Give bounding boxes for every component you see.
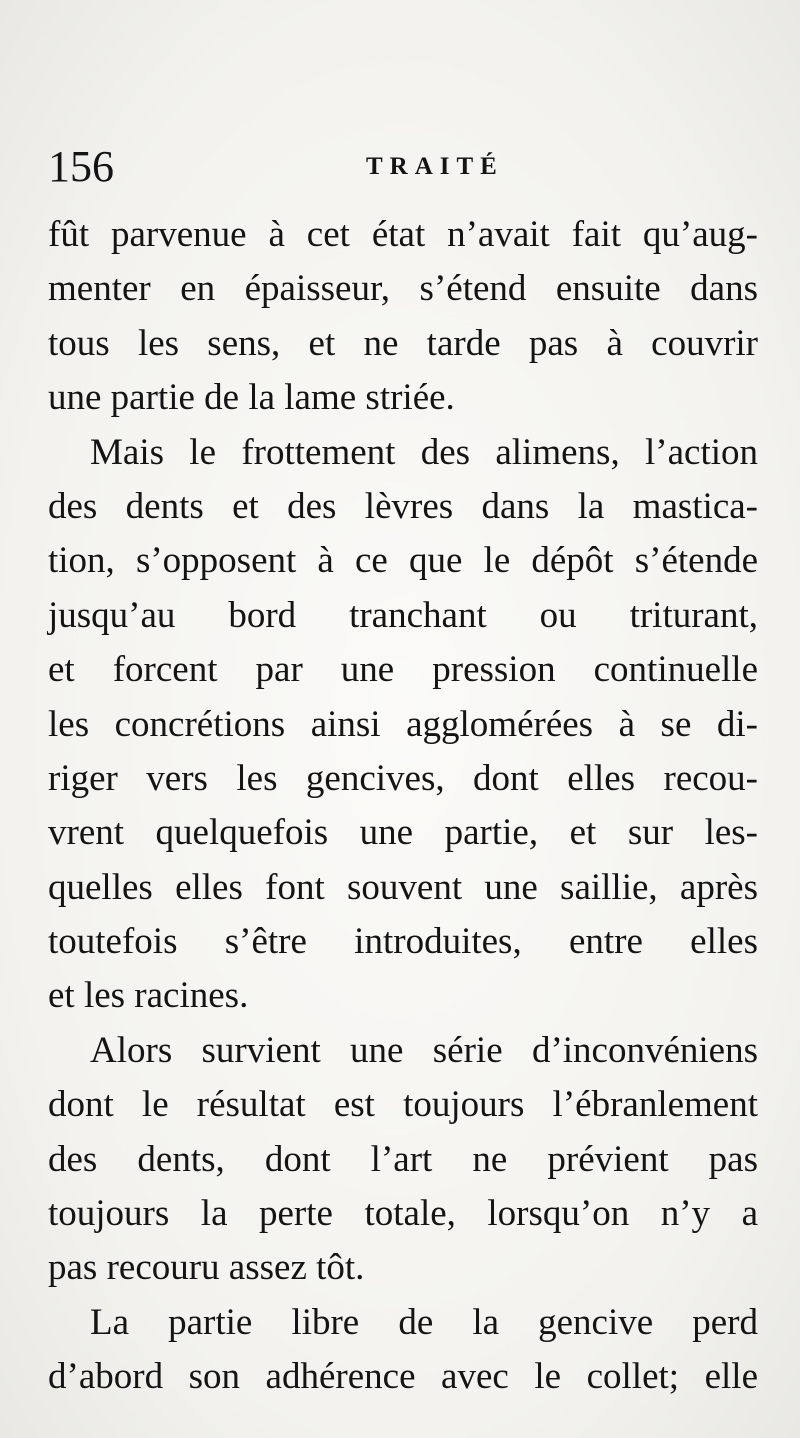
text-line: les concrétions ainsi agglomérées à se di- (48, 703, 758, 745)
text-line: dont le résultat est toujours l’ébranlement (48, 1084, 758, 1126)
text-line: jusqu’au bord tranchant ou triturant, (48, 594, 758, 636)
text-line: tous les sens, et ne tarde pas à couvrir (48, 322, 758, 364)
text-line: quelles elles font souvent une saillie, après (48, 866, 758, 908)
text-line: riger vers les gencives, dont elles recou- (48, 757, 758, 799)
text-line: vrent quelquefois une partie, et sur les- (48, 812, 758, 854)
page-number: 156 (48, 142, 114, 191)
text-line: menter en épaisseur, s’étend ensuite dans (48, 268, 758, 310)
text-line: et les racines. (48, 975, 249, 1017)
text-line: toutefois s’être introduites, entre elles (48, 921, 758, 963)
text-line: Mais le frottement des alimens, l’action (90, 431, 758, 473)
text-line: et forcent par une pression continuelle (48, 649, 758, 691)
text-line: toujours la perte totale, lorsqu’on n’y a (48, 1193, 758, 1235)
body-text (48, 208, 758, 1405)
text-line: une partie de la lame striée. (48, 377, 455, 419)
text-line: des dents et des lèvres dans la mastica- (48, 485, 758, 527)
text-line: La partie libre de la gencive perd (90, 1301, 758, 1343)
text-line: Alors survient une série d’inconvéniens (90, 1029, 758, 1071)
text-line: tion, s’opposent à ce que le dépôt s’étende (48, 540, 758, 582)
text-line: pas recouru assez tôt. (48, 1247, 365, 1289)
text-line: des dents, dont l’art ne prévient pas (48, 1138, 758, 1180)
running-title: TRAITÉ (366, 153, 504, 180)
text-line: d’abord son adhérence avec le collet; elle (48, 1356, 758, 1398)
running-head (48, 142, 748, 192)
text-line: fût parvenue à cet état n’avait fait qu’aug- (48, 214, 758, 255)
